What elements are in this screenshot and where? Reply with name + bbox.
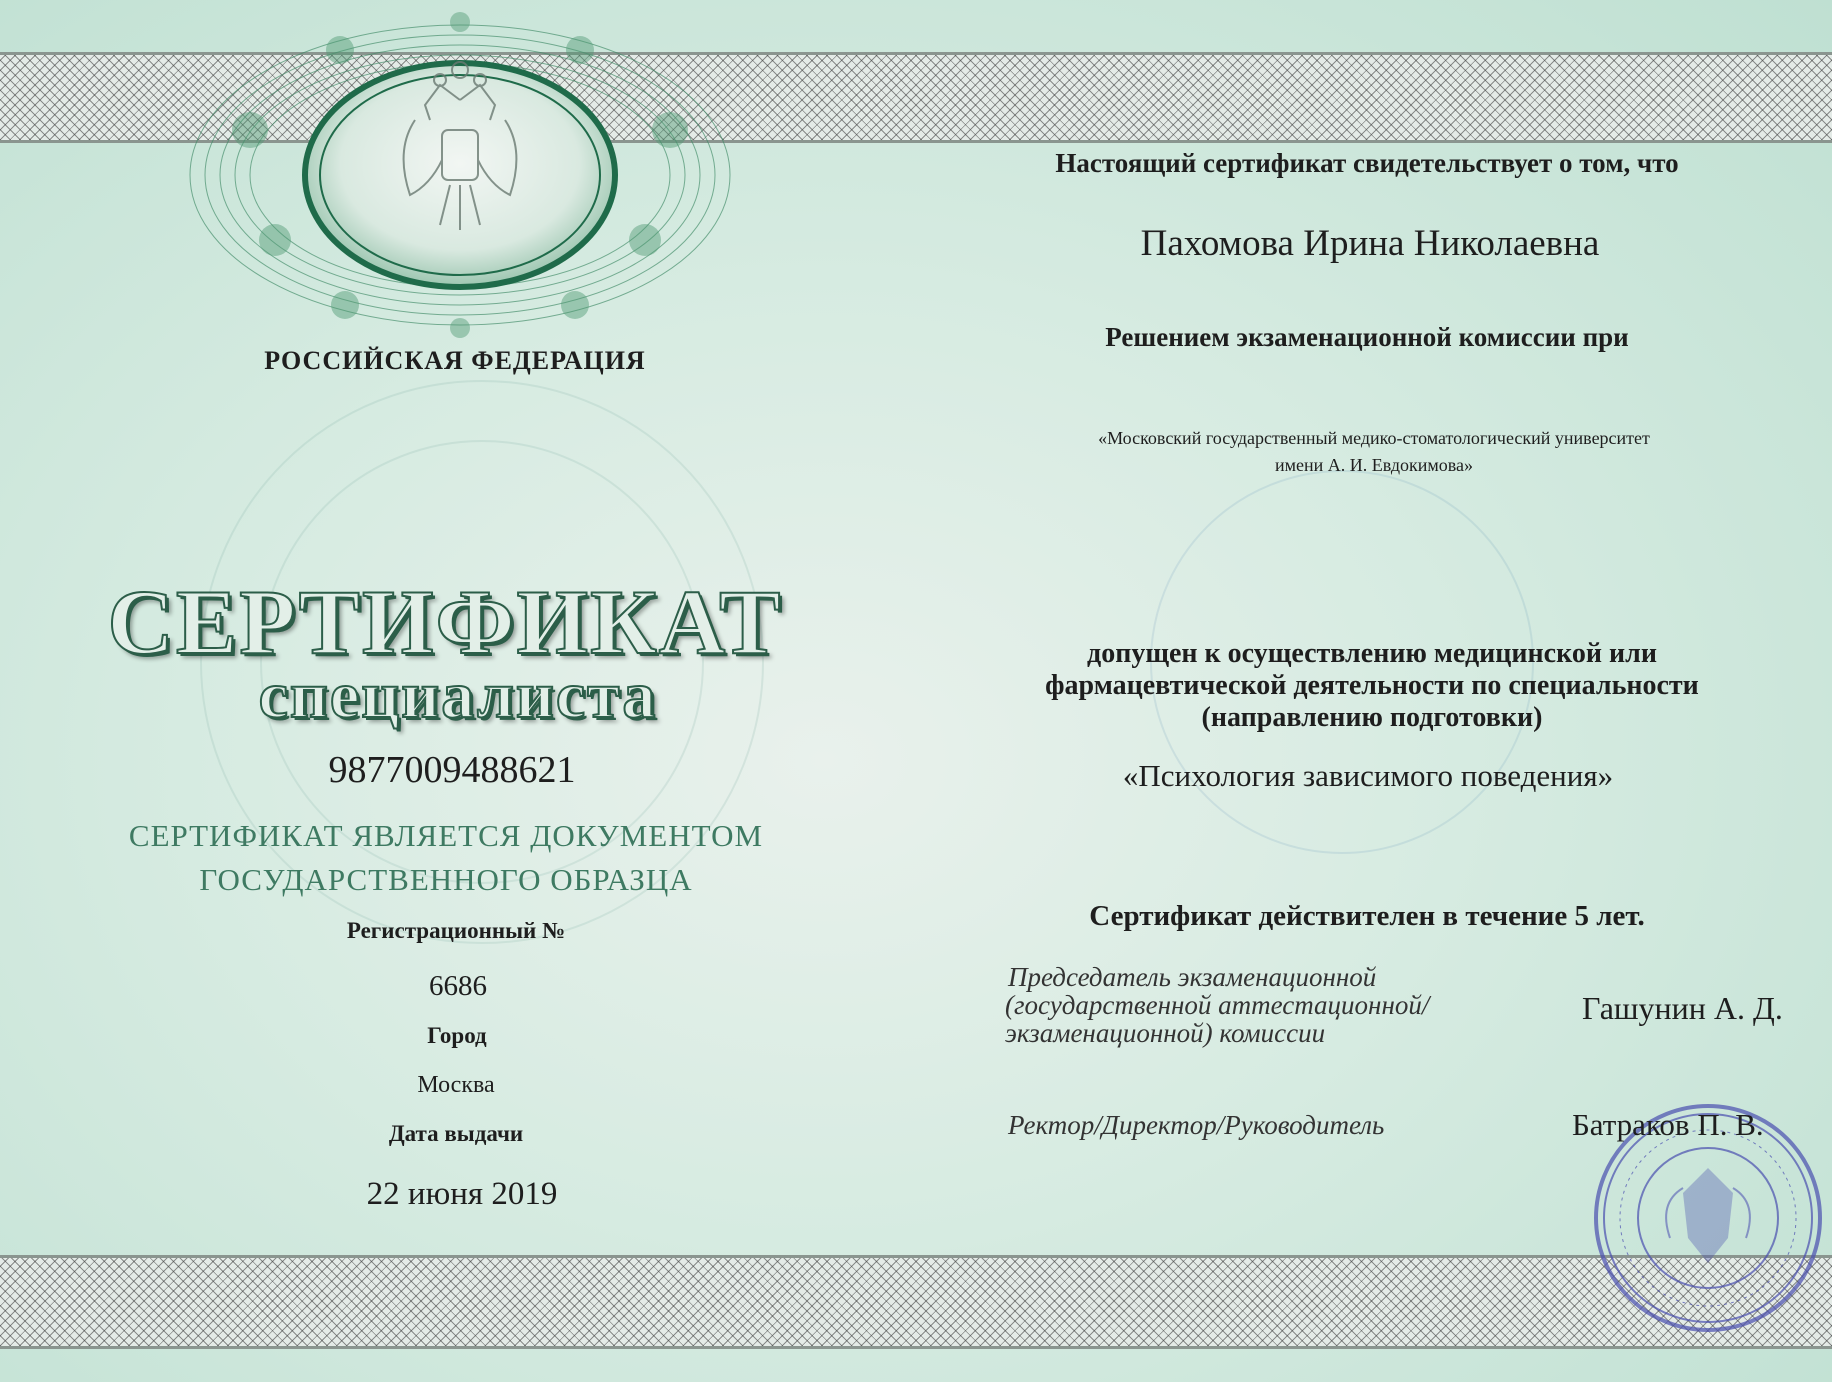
certificate-title: СЕРТИФИКАТ (107, 571, 783, 673)
bottom-band-edge-lower (0, 1346, 1832, 1349)
admission-line-1: допущен к осуществлению медицинской или (1087, 638, 1657, 669)
intro-text: Настоящий сертификат свидетельствует о том, что (1055, 148, 1679, 178)
bottom-guilloche-band (0, 1258, 1832, 1346)
chair-label-line-1: Председатель экзаменационной (1008, 962, 1377, 992)
rector-name: Батраков П. В. (1572, 1107, 1764, 1142)
state-document-line-1: СЕРТИФИКАТ ЯВЛЯЕТСЯ ДОКУМЕНТОМ (128, 818, 764, 853)
chair-name: Гашунин А. Д. (1582, 990, 1783, 1026)
state-document-line-2: ГОСУДАРСТВЕННОГО ОБРАЗЦА (199, 862, 693, 897)
specialty-name: «Психология зависимого поведения» (1122, 758, 1614, 793)
validity-statement: Сертификат действителен в течение 5 лет. (1089, 900, 1645, 932)
chair-label-line-3: экзаменационной) комиссии (1005, 1018, 1326, 1048)
commission-decision: Решением экзаменационной комиссии при (1105, 322, 1629, 352)
certificate-number: 9877009488621 (328, 749, 576, 791)
city-label: Город (427, 1023, 487, 1048)
coat-of-arms-emblem (180, 10, 740, 340)
issue-date-value: 22 июня 2019 (366, 1176, 558, 1212)
city-value: Москва (417, 1072, 495, 1098)
registration-number-label: Регистрационный № (346, 918, 566, 943)
chair-label-line-2: (государственной аттестационной/ (1005, 990, 1430, 1020)
admission-line-3: (направлению подготовки) (1201, 702, 1543, 733)
bottom-band-edge (0, 1255, 1832, 1258)
certificate-subtitle: специалиста (258, 659, 658, 732)
country-label: РОССИЙСКАЯ ФЕДЕРАЦИЯ (264, 346, 646, 375)
rector-label: Ректор/Директор/Руководитель (1008, 1110, 1385, 1140)
institution-line-1: «Московский государственный медико-стоматологический университет (1098, 428, 1650, 448)
issue-date-label: Дата выдачи (388, 1121, 524, 1146)
admission-line-2: фармацевтической деятельности по специальности (1045, 670, 1699, 701)
holder-name: Пахомова Ирина Николаевна (1140, 223, 1600, 264)
institution-line-2: имени А. И. Евдокимова» (1275, 455, 1473, 475)
registration-number-value: 6686 (429, 970, 487, 1002)
